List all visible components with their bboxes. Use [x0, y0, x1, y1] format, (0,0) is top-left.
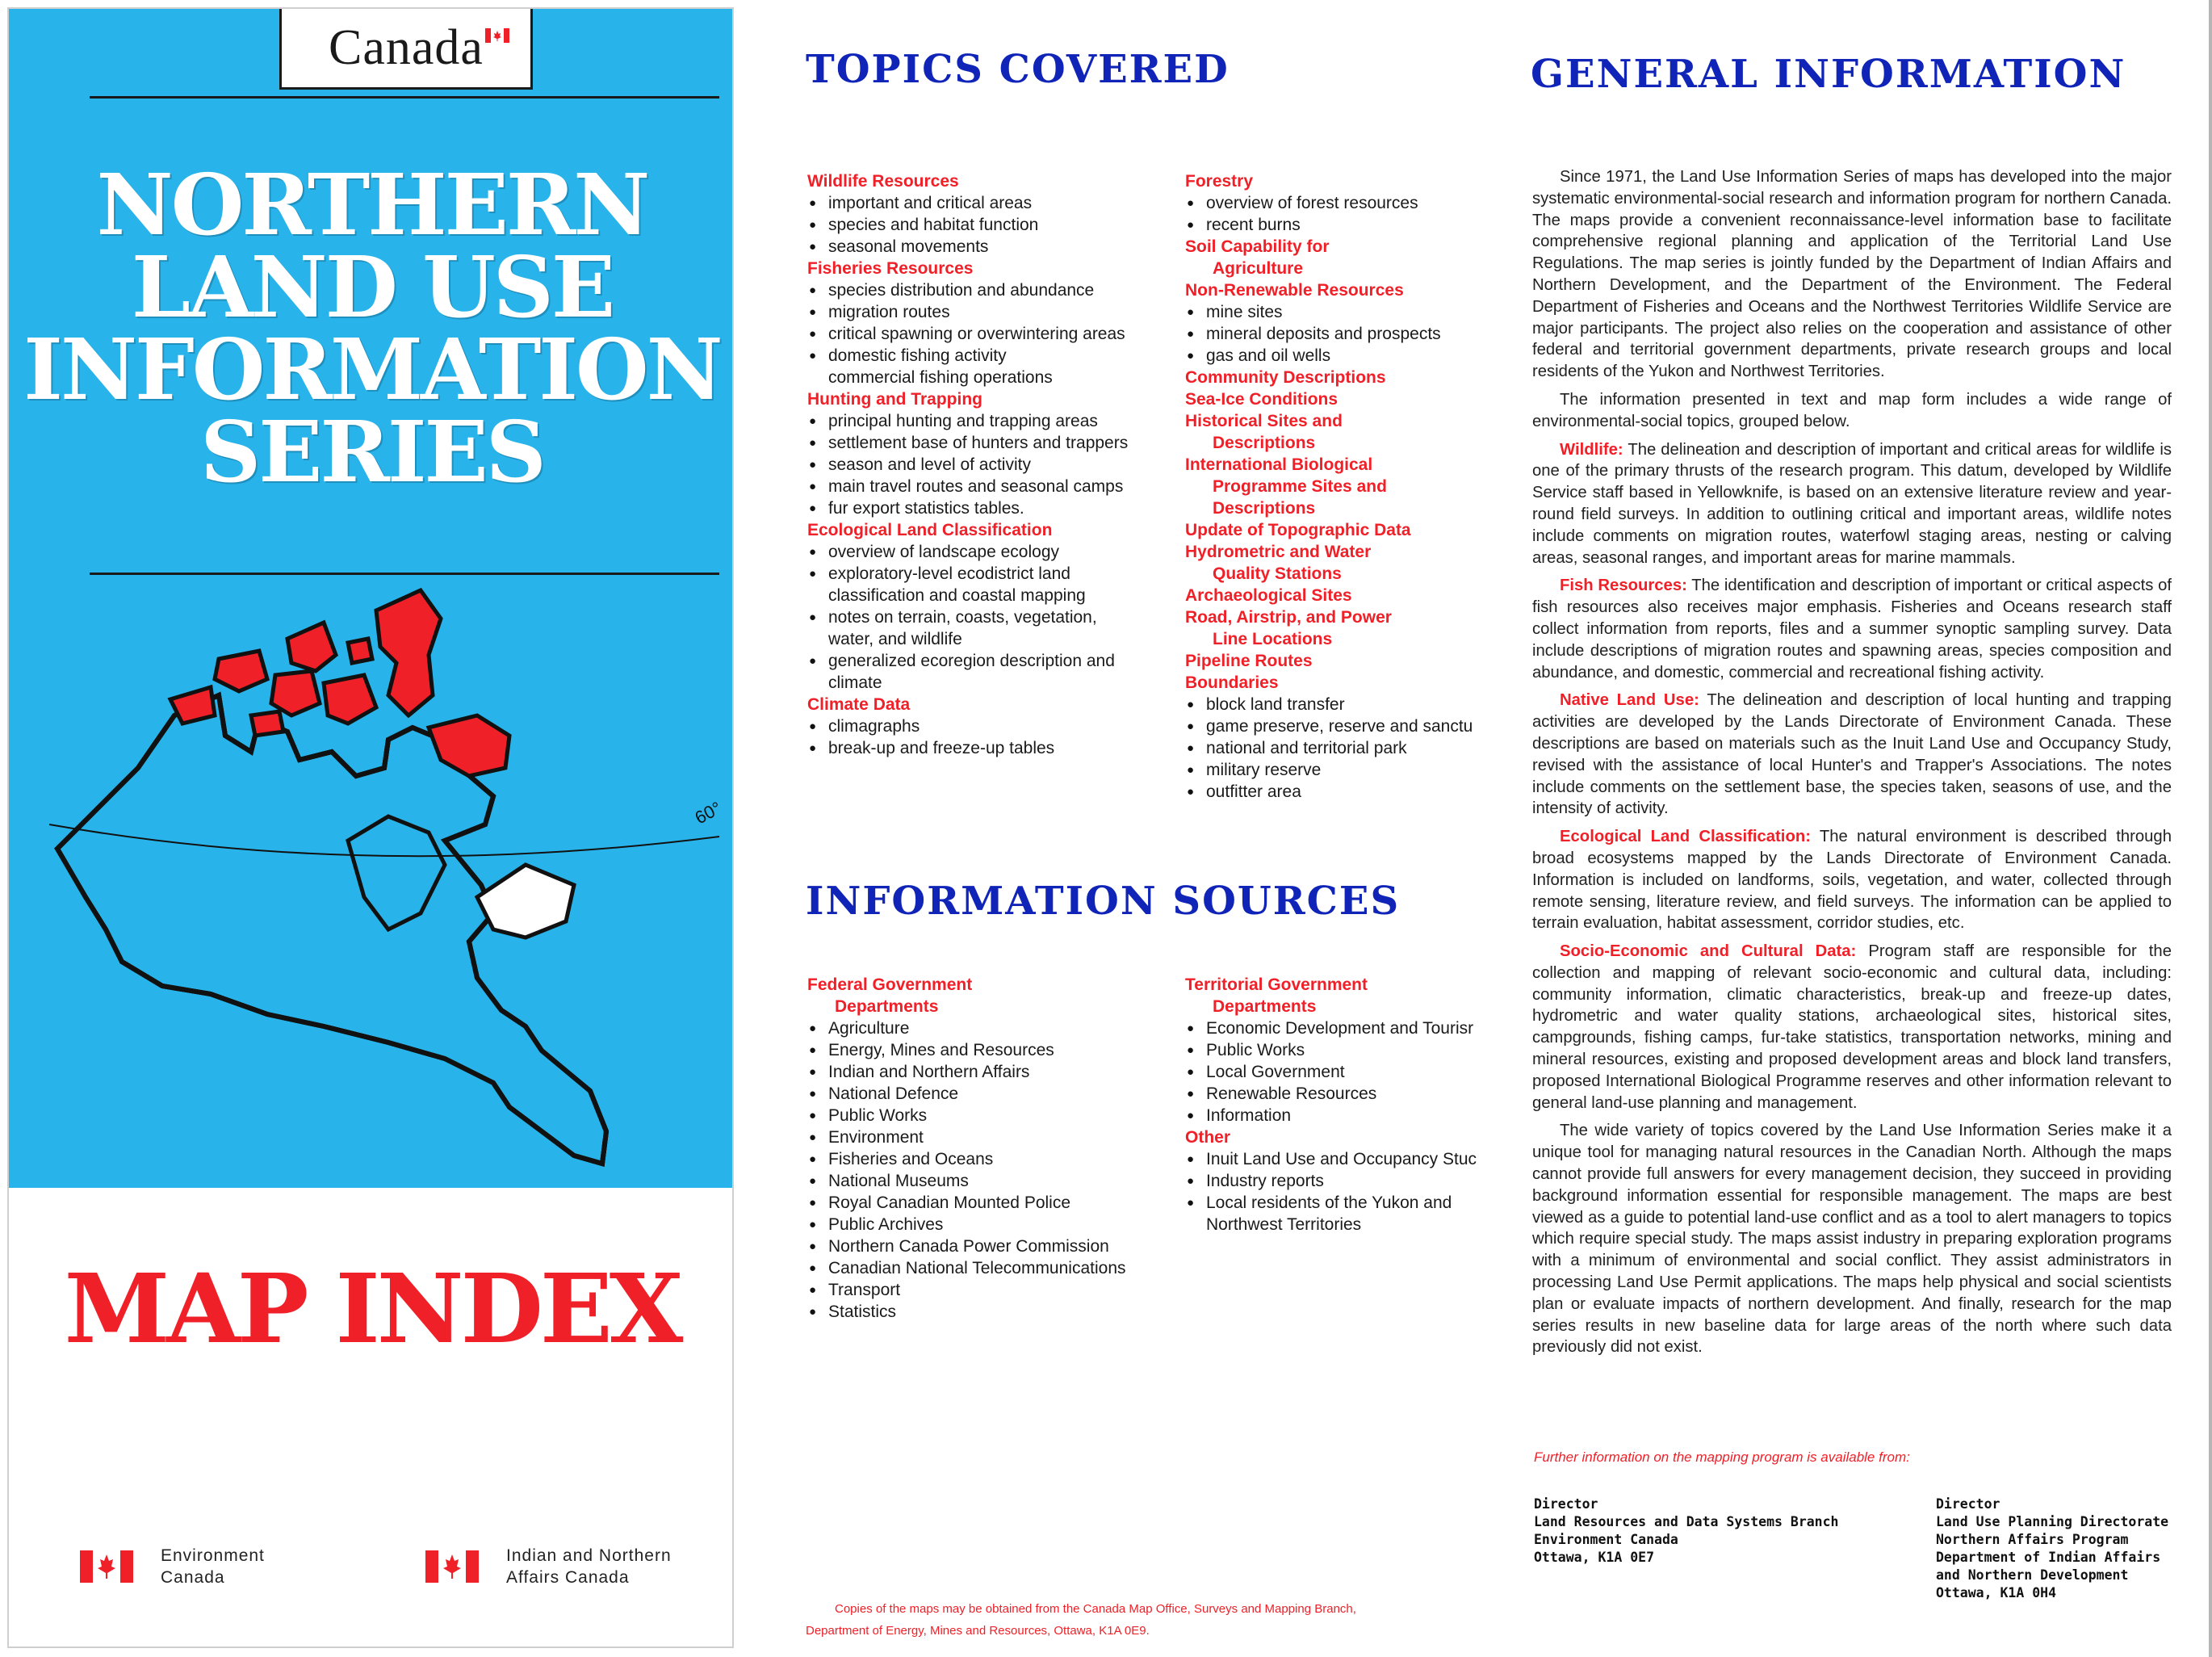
general-information-heading: GENERAL INFORMATION — [1531, 52, 2126, 97]
bullet-item: ● Economic Development and Tourisr — [1185, 1017, 1485, 1039]
bullet-item: ● Renewable Resources — [1185, 1083, 1485, 1105]
bullet-item: ● overview of forest resources — [1185, 192, 1485, 214]
general-information-body — [1532, 166, 2172, 1365]
bullet-item-continuation: climate — [828, 673, 882, 692]
map-index-title: MAP INDEX — [64, 1252, 681, 1365]
bullet-item: ● species distribution and abundance — [807, 279, 1171, 301]
environment-canada-signature — [80, 1545, 265, 1588]
arctic-islands — [170, 590, 509, 776]
topic-heading: Departments — [1213, 997, 1317, 1016]
topic-heading: Programme Sites and — [1213, 477, 1387, 496]
bullet-item: ● Energy, Mines and Resources — [807, 1039, 1171, 1061]
address-line: Environment Canada — [1534, 1532, 1678, 1547]
general-paragraph: Native Land Use: The delineation and description of local hunting and trapping activities are developed by the Lands Directorate of Environment Canada. These descriptions are based on materials such as the Inuit Land Use and Occupancy Study, revised with the assistance of local Hunter's and Trapper's Associations. The notes include comments on the settlement base, the species taken, seasons of use, and the intensity of activity. — [1532, 691, 2172, 818]
bullet-item: ● main travel routes and seasonal camps — [807, 476, 1171, 497]
bullet-item: ● Indian and Northern Affairs — [807, 1061, 1171, 1083]
general-paragraph: Socio-Economic and Cultural Data: Program staff are responsible for the collection and mapping of relevant socio-economic and cultural data, including: community information, climatic characteristics, break-up and freeze-up dates, hydrometric and water quality stations, archaeological sites, historical sites, campgrounds, fishing camps, fur-take statistics, transportation networks, mining and mineral resources, existing and proposed development areas and block land transfers, proposed International Biological Programme reserves and other information relevant to general land-use planning and management. — [1532, 942, 2172, 1112]
canada-flag-icon — [425, 1550, 479, 1583]
indian-northern-affairs-signature — [425, 1545, 672, 1588]
topic-heading: Wildlife Resources — [807, 172, 959, 191]
bullet-item: ● Transport — [807, 1279, 1171, 1301]
bullet-item: ● mine sites — [1185, 301, 1485, 323]
topic-heading: Quality Stations — [1213, 564, 1342, 583]
topic-heading: Federal Government — [807, 975, 973, 994]
bullet-item: ● break-up and freeze-up tables — [807, 737, 1171, 759]
information-sources-heading: INFORMATION SOURCES — [806, 879, 1401, 924]
further-information-note: Further information on the mapping program is available from: — [1534, 1449, 1910, 1465]
signature-text-line: Indian and Northern — [506, 1546, 672, 1565]
cover-title-line: SERIES — [200, 402, 544, 501]
cover-title — [9, 155, 734, 501]
bullet-item: ● Public Archives — [807, 1214, 1171, 1235]
bullet-item: ● generalized ecoregion description and — [807, 650, 1171, 672]
bullet-item: ● block land transfer — [1185, 694, 1485, 715]
topic-heading: Pipeline Routes — [1185, 652, 1313, 670]
topic-heading: Descriptions — [1213, 434, 1316, 452]
topic-heading: Hydrometric and Water — [1185, 543, 1372, 561]
bullet-item-continuation: commercial fishing operations — [828, 368, 1053, 387]
bullet-item: ● principal hunting and trapping areas — [807, 410, 1171, 432]
topic-heading: Road, Airstrip, and Power — [1185, 608, 1392, 627]
topics-right-column — [1185, 170, 1485, 803]
topic-heading: International Biological — [1185, 455, 1373, 474]
address-line: Ottawa, K1A 0E7 — [1534, 1550, 1655, 1565]
topic-heading: Departments — [835, 997, 939, 1016]
bullet-item: ● mineral deposits and prospects — [1185, 323, 1485, 345]
map-copies-note — [806, 1598, 1435, 1642]
bullet-item: ● Fisheries and Oceans — [807, 1148, 1171, 1170]
bullet-item: ● notes on terrain, coasts, vegetation, — [807, 606, 1171, 628]
bullet-item: ● domestic fishing activity — [807, 345, 1171, 367]
bullet-item: ● national and territorial park — [1185, 737, 1485, 759]
bullet-item: ● National Defence — [807, 1083, 1171, 1105]
bullet-item: ● settlement base of hunters and trappers — [807, 432, 1171, 454]
topic-heading: Descriptions — [1213, 499, 1316, 518]
bullet-item: ● recent burns — [1185, 214, 1485, 236]
topic-heading: Soil Capability for — [1185, 237, 1330, 256]
bullet-item: ● gas and oil wells — [1185, 345, 1485, 367]
latitude-label: 60° — [691, 797, 725, 828]
sources-right-column — [1185, 974, 1485, 1235]
labrador-shape — [477, 865, 574, 938]
sources-left-column — [807, 974, 1171, 1323]
topic-heading: Climate Data — [807, 695, 911, 714]
canada-map-illustration — [9, 574, 734, 1196]
bullet-item-continuation: water, and wildlife — [828, 630, 962, 648]
address-line: Land Use Planning Directorate — [1936, 1514, 2169, 1529]
bullet-item: ● exploratory-level ecodistrict land — [807, 563, 1171, 585]
bullet-item-continuation: Northwest Territories — [1206, 1215, 1362, 1234]
topics-covered-heading: TOPICS COVERED — [806, 47, 1230, 92]
topic-heading: Agriculture — [1213, 259, 1304, 278]
topic-heading: Sea-Ice Conditions — [1185, 390, 1339, 409]
bullet-item: ● seasonal movements — [807, 236, 1171, 258]
copies-line: Copies of the maps may be obtained from the Canada Map Office, Surveys and Mapping Branch, — [835, 1602, 1356, 1616]
bullet-item: ● season and level of activity — [807, 454, 1171, 476]
bullet-item: ● Northern Canada Power Commission — [807, 1235, 1171, 1257]
topics-left-column — [807, 170, 1171, 759]
address-line: Director — [1936, 1496, 2000, 1512]
general-paragraph: Ecological Land Classification: The natural environment is described through broad ecosystems mapped by the Lands Directorate of Environment Canada. Information is included on landforms, soils, vegetation, and water, collected through remote sensing, literature review, and field surveys. The information can be applied to terrain evaluation, habitat assessment, corridor studies, etc. — [1532, 828, 2172, 933]
bullet-item: ● important and critical areas — [807, 192, 1171, 214]
topic-heading: Fisheries Resources — [807, 259, 974, 278]
signature-text-line: Affairs Canada — [506, 1568, 630, 1587]
cover-title-line: LAND USE — [131, 237, 614, 337]
topic-heading: Non-Renewable Resources — [1185, 281, 1404, 300]
bullet-item: ● Public Works — [1185, 1039, 1485, 1061]
bullet-item: ● Canadian National Telecommunications — [807, 1257, 1171, 1279]
topic-heading: Update of Topographic Data — [1185, 521, 1411, 539]
bullet-item: ● species and habitat function — [807, 214, 1171, 236]
bullet-item: ● game preserve, reserve and sanctu — [1185, 715, 1485, 737]
bullet-item: ● fur export statistics tables. — [807, 497, 1171, 519]
signature-text-line: Canada — [161, 1568, 225, 1587]
address-line: Ottawa, K1A 0H4 — [1936, 1585, 2057, 1600]
topic-heading: Other — [1185, 1128, 1231, 1147]
address-line: and Northern Development — [1936, 1567, 2129, 1583]
general-paragraph: Since 1971, the Land Use Information Series of maps has developed into the major systematic environmental-social research and information program for northern Canada. The maps provide a convenient reconnaissance-level information base to facilitate comprehensive regional planning and application of the Territorial Land Use Regulations. The map series is jointly funded by the Department of Indian Affairs and Northern Development, and the Department of the Environment. The Federal Department of Fisheries and Oceans and the Northwest Territories Wildlife Service are major participants. The project also relies on the cooperation and assistance of other federal and territorial government departments, private research groups and local residents of the Yukon and Northwest Territories. — [1532, 168, 2172, 381]
address-line: Director — [1534, 1496, 1598, 1512]
topic-heading: Historical Sites and — [1185, 412, 1343, 430]
topic-heading: Line Locations — [1213, 630, 1333, 648]
cover-rule-top — [90, 96, 719, 99]
bullet-item: ● Inuit Land Use and Occupancy Stuc — [1185, 1148, 1485, 1170]
bullet-item: ● migration routes — [807, 301, 1171, 323]
bullet-item: ● Information — [1185, 1105, 1485, 1126]
bullet-item: ● climagraphs — [807, 715, 1171, 737]
cover-title-line: NORTHERN — [96, 155, 648, 254]
wordmark-flag-icon — [485, 28, 509, 43]
bullet-item: ● Statistics — [807, 1301, 1171, 1323]
bullet-item: ● Environment — [807, 1126, 1171, 1148]
bullet-item: ● outfitter area — [1185, 781, 1485, 803]
bullet-item: ● overview of landscape ecology — [807, 541, 1171, 563]
general-paragraph: Wildlife: The delineation and description of important and critical areas for wildlife is one of the primary thrusts of the research program. This datum, developed by Wildlife Service staff based in Yellowknife, is based on an extensive literature review and year-round field surveys. In addition to outlining critical and important areas, wildlife notes include comments on migration routes, waterfowl staging areas, nesting or calving areas, seasonal ranges, and important areas for marine mammals. — [1532, 440, 2172, 567]
topic-heading: Hunting and Trapping — [807, 390, 982, 409]
copies-line: Department of Energy, Mines and Resources, Ottawa, K1A 0E9. — [806, 1624, 1150, 1638]
address-northern-affairs — [1936, 1495, 2168, 1602]
bullet-item: ● Agriculture — [807, 1017, 1171, 1039]
cover-title-line: INFORMATION — [23, 320, 721, 419]
bullet-item: ● Local residents of the Yukon and — [1185, 1192, 1485, 1214]
general-paragraph: The information presented in text and map form includes a wide range of environmental-social topics, grouped below. — [1532, 390, 2172, 430]
topic-heading: Ecological Land Classification — [807, 521, 1053, 539]
topic-heading: Community Descriptions — [1185, 368, 1386, 387]
general-paragraph: Fish Resources: The identification and description of important or critical aspects of fish resources also receives major emphasis. Fisheries and Oceans research staff collect information from reports, files and a summer synoptic sampling survey. Data include descriptions of migration routes and spawning areas, species composition and abundance, and domestic, commercial and recreational fishing activity. — [1532, 577, 2172, 682]
canada-wordmark-text: Canada — [329, 20, 484, 75]
signature-text-line: Environment — [161, 1546, 265, 1565]
general-paragraph: The wide variety of topics covered by the Land Use Information Series make it a unique tool for managing natural resources in the Canadian North. Although the maps cannot provide full answers for every management decision, they succeed in providing background information essential for responsible management. The maps are best viewed as a guide to potential land-use conflict and as a tool to alert managers to topics which require special study. The maps assist industry in preparing exploration programs with a minimum of environmental and social conflict. They assist administrators in processing Land Use Permit applications. The maps help physical and social scientists plan or evaluate impacts of northern development. And finally, research for the map series results in new baseline data for large areas of the north where such data previously did not exist. — [1532, 1122, 2172, 1357]
bullet-item: ● National Museums — [807, 1170, 1171, 1192]
bullet-item: ● Local Government — [1185, 1061, 1485, 1083]
address-environment-canada — [1534, 1495, 1839, 1567]
hudson-bay-shape — [348, 816, 445, 929]
bullet-item: ● Industry reports — [1185, 1170, 1485, 1192]
topic-heading: Forestry — [1185, 172, 1254, 191]
bullet-item: ● Royal Canadian Mounted Police — [807, 1192, 1171, 1214]
cover-panel — [7, 7, 734, 1648]
canada-flag-icon — [80, 1550, 133, 1583]
address-line: Northern Affairs Program — [1936, 1532, 2129, 1547]
canada-wordmark — [279, 9, 533, 90]
topic-heading: Territorial Government — [1185, 975, 1368, 994]
bullet-item-continuation: classification and coastal mapping — [828, 586, 1086, 605]
bullet-item: ● critical spawning or overwintering areas — [807, 323, 1171, 345]
topic-heading: Archaeological Sites — [1185, 586, 1352, 605]
topic-heading: Boundaries — [1185, 673, 1279, 692]
bullet-item: ● military reserve — [1185, 759, 1485, 781]
bullet-item: ● Public Works — [807, 1105, 1171, 1126]
address-line: Land Resources and Data Systems Branch — [1534, 1514, 1839, 1529]
address-line: Department of Indian Affairs — [1936, 1550, 2161, 1565]
